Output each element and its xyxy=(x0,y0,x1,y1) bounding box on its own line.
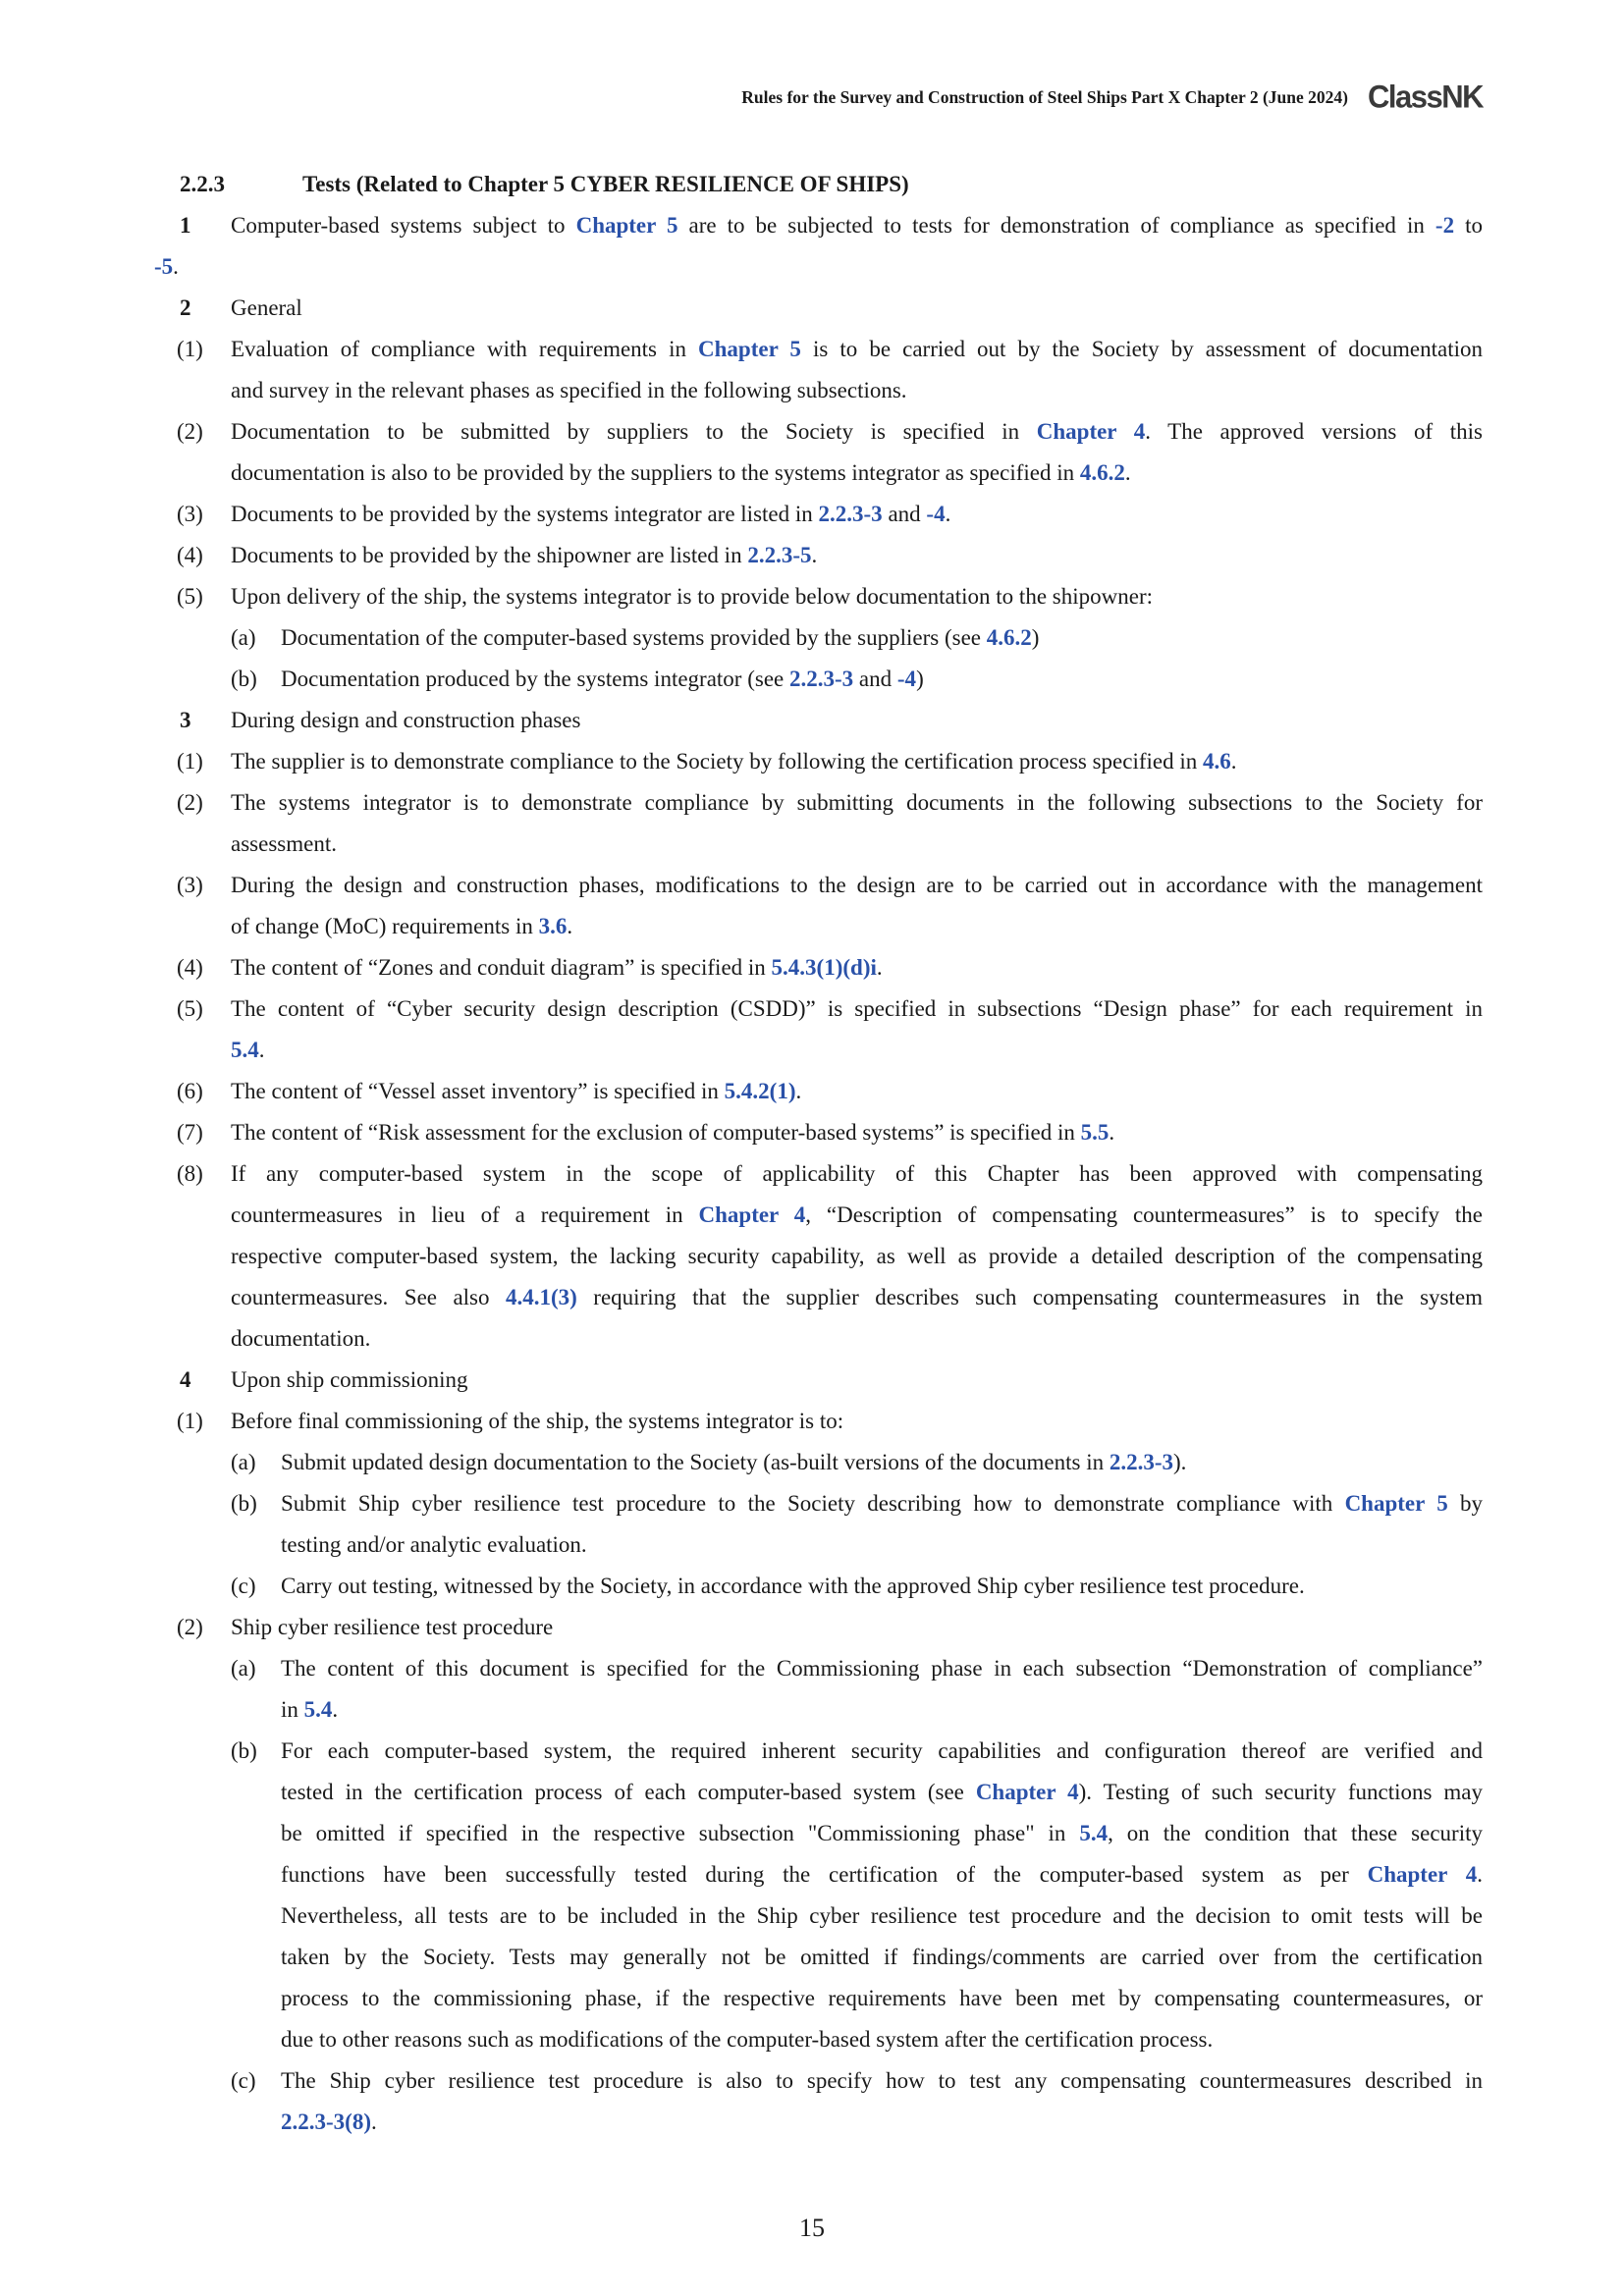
reference-link[interactable]: 4.6.2 xyxy=(1079,460,1125,485)
item-number: (1) xyxy=(177,1409,203,1433)
running-header xyxy=(393,78,1483,117)
header-title: Rules for the Survey and Construction of Steel Ships Part X Chapter 2 (June 2024) xyxy=(741,86,1348,107)
subitem-letter: (b) xyxy=(231,1738,257,1763)
subitem-text: due to other reasons such as modifications of the computer-based system after the certification process. xyxy=(281,2027,1214,2052)
item-text: The systems integrator is to demonstrate compliance by submitting documents in the following subsections to the Society for xyxy=(231,790,1483,815)
reference-link[interactable]: 5.4.2(1) xyxy=(724,1079,796,1103)
reference-link[interactable]: Chapter 4 xyxy=(1367,1862,1478,1887)
reference-link[interactable]: Chapter 4 xyxy=(1036,419,1146,444)
subitem-text: process to the commissioning phase, if the respective requirements have been met by compensating countermeasures, or xyxy=(281,1986,1483,2010)
item-text: Ship cyber resilience test procedure xyxy=(231,1615,554,1639)
item-number: (6) xyxy=(177,1079,203,1103)
reference-link[interactable]: -4 xyxy=(896,667,917,691)
subitem-text: Nevertheless, all tests are to be included in the Ship cyber resilience test procedure and the decision to omit tests will be xyxy=(281,1903,1483,1928)
section-number: 2.2.3 xyxy=(180,172,225,196)
item-text: Before final commissioning of the ship, the systems integrator is to: xyxy=(231,1409,844,1433)
paragraph-number: 3 xyxy=(180,708,191,732)
item-number: (7) xyxy=(177,1120,203,1145)
reference-link[interactable]: 4.6.2 xyxy=(986,625,1032,650)
item-text: assessment. xyxy=(231,831,337,856)
item-text: documentation is also to be provided by the suppliers to the systems integrator as specified in 4.6.2. xyxy=(231,460,1131,485)
item-number: (8) xyxy=(177,1161,203,1186)
reference-link[interactable]: 5.4 xyxy=(1079,1821,1109,1845)
item-text: of change (MoC) requirements in 3.6. xyxy=(231,914,573,938)
item-text: The content of “Cyber security design description (CSDD)” is specified in subsections “Design phase” for each requirement in xyxy=(231,996,1483,1021)
item-number: (1) xyxy=(177,337,203,361)
subitem-letter: (a) xyxy=(231,1450,256,1474)
item-number: (5) xyxy=(177,996,203,1021)
reference-link[interactable]: 5.4 xyxy=(231,1038,259,1062)
reference-link[interactable]: 2.2.3-3 xyxy=(818,502,883,526)
item-number: (2) xyxy=(177,790,203,815)
item-number: (3) xyxy=(177,873,203,897)
subitem-text: Documentation of the computer-based systems provided by the suppliers (see 4.6.2) xyxy=(281,625,1040,650)
subitem-text: The content of this document is specified for the Commissioning phase in each subsection “Demonstration of compliance” xyxy=(281,1656,1483,1681)
reference-link[interactable]: 5.4 xyxy=(303,1697,333,1722)
item-text: 5.4. xyxy=(231,1038,265,1062)
item-text: and survey in the relevant phases as specified in the following subsections. xyxy=(231,378,907,402)
reference-link[interactable]: 3.6 xyxy=(538,914,568,938)
subitem-letter: (c) xyxy=(231,2068,256,2093)
item-text: Documentation to be submitted by suppliers to the Society is specified in Chapter 4. The approved versions of this xyxy=(231,419,1484,444)
subitem-text: Documentation produced by the systems integrator (see 2.2.3-3 and -4) xyxy=(281,667,924,691)
paragraph-text: -5. xyxy=(154,254,179,279)
subitem-letter: (b) xyxy=(231,1491,257,1516)
item-text: Evaluation of compliance with requirements in Chapter 5 is to be carried out by the Society by assessment of documentation xyxy=(231,337,1483,361)
subitem-text: functions have been successfully tested during the certification of the computer-based system as per Chapter 4. xyxy=(281,1862,1483,1887)
reference-link[interactable]: Chapter 4 xyxy=(698,1202,806,1227)
item-text: The supplier is to demonstrate compliance to the Society by following the certification process specified in 4.6. xyxy=(231,749,1237,774)
reference-link[interactable]: Chapter 4 xyxy=(975,1780,1079,1804)
subitem-text: tested in the certification process of each computer-based system (see Chapter 4). Testing of such security functions may xyxy=(281,1780,1484,1804)
item-text: The content of “Risk assessment for the exclusion of computer-based systems” is specified in 5.5. xyxy=(231,1120,1115,1145)
subitem-text: in 5.4. xyxy=(281,1697,339,1722)
paragraph-heading: General xyxy=(231,295,302,320)
reference-link[interactable]: 5.5 xyxy=(1080,1120,1110,1145)
item-text: The content of “Vessel asset inventory” is specified in 5.4.2(1). xyxy=(231,1079,802,1103)
item-text: respective computer-based system, the lacking security capability, as well as provide a detailed description of the compensating xyxy=(231,1244,1483,1268)
item-text: The content of “Zones and conduit diagram” is specified in 5.4.3(1)(d)i. xyxy=(231,955,883,980)
reference-link[interactable]: Chapter 5 xyxy=(575,213,678,238)
paragraph-number: 1 xyxy=(180,213,191,238)
item-number: (3) xyxy=(177,502,203,526)
reference-link[interactable]: 2.2.3-5 xyxy=(747,543,812,567)
item-text: If any computer-based system in the scope of applicability of this Chapter has been approved with compensating xyxy=(231,1161,1483,1186)
reference-link[interactable]: -5 xyxy=(154,254,174,279)
subitem-text: testing and/or analytic evaluation. xyxy=(281,1532,587,1557)
paragraph-heading: During design and construction phases xyxy=(231,708,581,732)
item-text: During the design and construction phases, modifications to the design are to be carried out in accordance with the management xyxy=(231,873,1483,897)
subitem-text: Submit updated design documentation to the Society (as-built versions of the documents in 2.2.3-3). xyxy=(281,1450,1187,1474)
reference-link[interactable]: 4.4.1(3) xyxy=(506,1285,577,1309)
reference-link[interactable]: 4.6 xyxy=(1203,749,1231,774)
item-number: (1) xyxy=(177,749,203,774)
subitem-text: The Ship cyber resilience test procedure is also to specify how to test any compensating countermeasures described in xyxy=(281,2068,1483,2093)
paragraph-number: 2 xyxy=(180,295,191,320)
paragraph-text: Computer-based systems subject to Chapter 5 are to be subjected to tests for demonstration of compliance as specified in -2 to xyxy=(231,213,1484,238)
classnk-logo: ClassNK xyxy=(1368,79,1483,115)
reference-link[interactable]: 2.2.3-3 xyxy=(1109,1450,1174,1474)
item-text: countermeasures in lieu of a requirement in Chapter 4, “Description of compensating countermeasures” is to specify the xyxy=(231,1202,1484,1227)
item-number: (4) xyxy=(177,543,203,567)
subitem-letter: (a) xyxy=(231,625,256,650)
subitem-letter: (a) xyxy=(231,1656,256,1681)
subitem-text: 2.2.3-3(8). xyxy=(281,2109,377,2134)
subitem-text: Carry out testing, witnessed by the Society, in accordance with the approved Ship cyber resilience test procedure. xyxy=(281,1574,1305,1598)
item-number: (4) xyxy=(177,955,203,980)
item-number: (2) xyxy=(177,419,203,444)
reference-link[interactable]: Chapter 5 xyxy=(698,337,801,361)
subitem-text: taken by the Society. Tests may generally not be omitted if findings/comments are carried over from the certification xyxy=(281,1945,1483,1969)
reference-link[interactable]: 2.2.3-3 xyxy=(789,667,854,691)
subitem-text: For each computer-based system, the required inherent security capabilities and configuration thereof are verified and xyxy=(281,1738,1483,1763)
reference-link[interactable]: -4 xyxy=(926,502,946,526)
subitem-letter: (c) xyxy=(231,1574,256,1598)
item-number: (5) xyxy=(177,584,203,609)
subitem-text: Submit Ship cyber resilience test procedure to the Society describing how to demonstrate compliance with Chapter 5 by xyxy=(281,1491,1483,1516)
reference-link[interactable]: -2 xyxy=(1435,213,1455,238)
item-text: Documents to be provided by the shipowner are listed in 2.2.3-5. xyxy=(231,543,818,567)
reference-link[interactable]: Chapter 5 xyxy=(1344,1491,1448,1516)
item-number: (2) xyxy=(177,1615,203,1639)
page-number: 15 xyxy=(799,2214,825,2242)
section-title: Tests (Related to Chapter 5 CYBER RESILIENCE OF SHIPS) xyxy=(302,172,909,196)
subitem-letter: (b) xyxy=(231,667,257,691)
item-text: Documents to be provided by the systems integrator are listed in 2.2.3-3 and -4. xyxy=(231,502,951,526)
item-text: countermeasures. See also 4.4.1(3) requiring that the supplier describes such compensating countermeasures in the system xyxy=(231,1285,1483,1309)
item-text: documentation. xyxy=(231,1326,371,1351)
paragraph-number: 4 xyxy=(180,1367,191,1392)
reference-link[interactable]: 2.2.3-3(8) xyxy=(281,2109,371,2134)
item-text: Upon delivery of the ship, the systems integrator is to provide below documentation to the shipowner: xyxy=(231,584,1153,609)
paragraph-heading: Upon ship commissioning xyxy=(231,1367,468,1392)
subitem-text: be omitted if specified in the respective subsection "Commissioning phase" in 5.4, on the condition that these security xyxy=(281,1821,1483,1845)
reference-link[interactable]: 5.4.3(1)(d)i xyxy=(771,955,877,980)
